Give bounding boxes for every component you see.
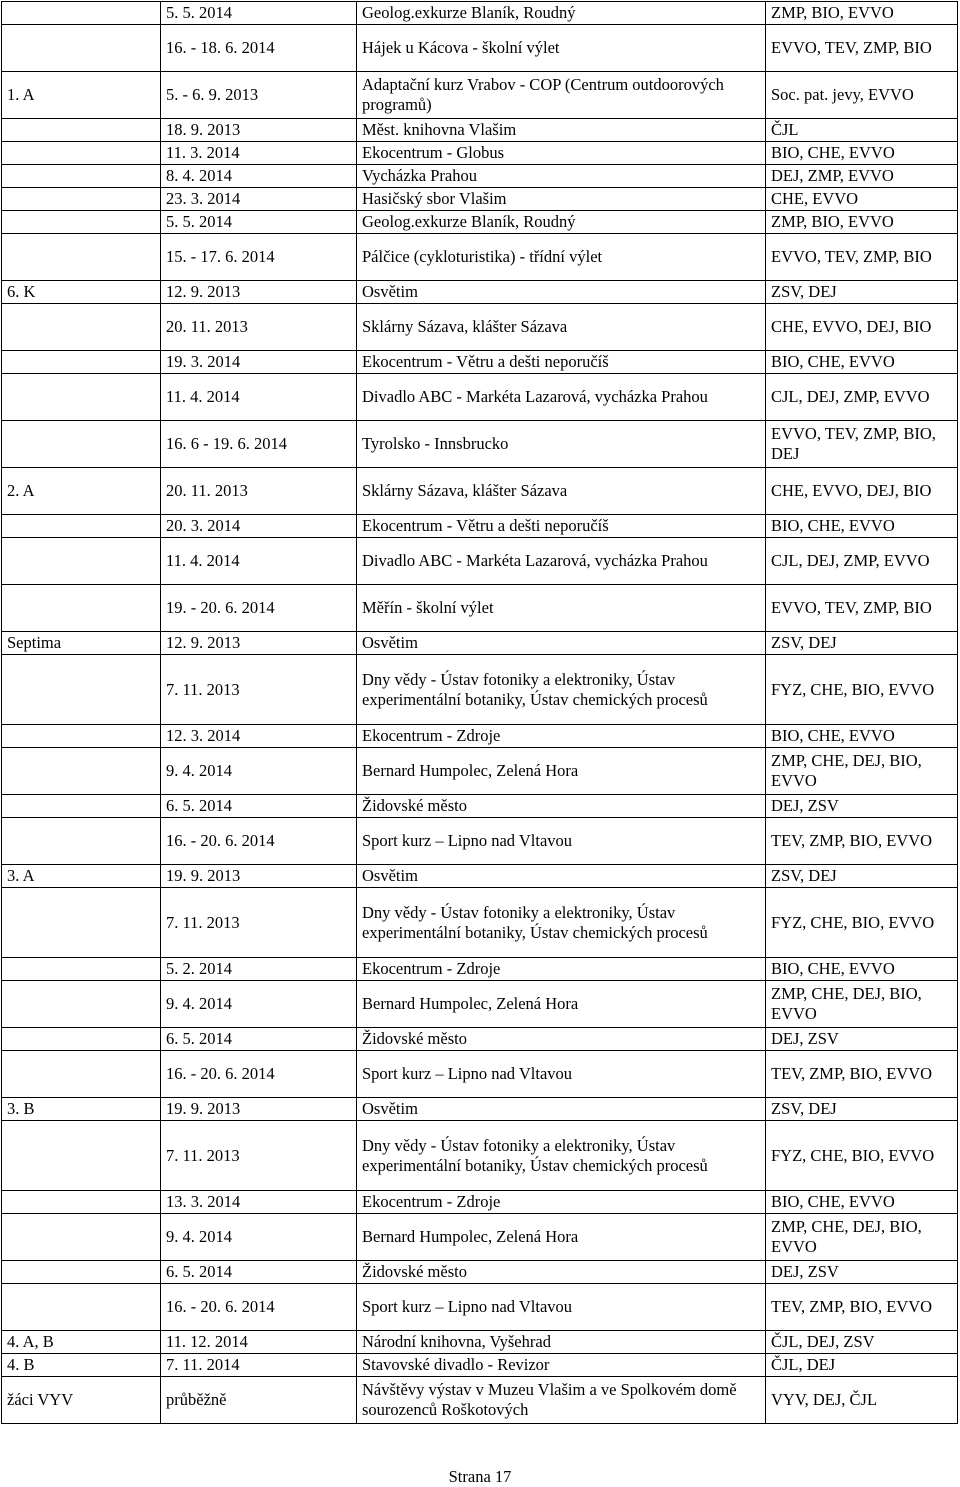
date-cell: 13. 3. 2014 bbox=[161, 1191, 357, 1214]
class-cell: 1. A bbox=[2, 72, 161, 119]
subjects-cell: FYZ, CHE, BIO, EVVO bbox=[766, 888, 958, 958]
subjects-cell: ČJL, DEJ, ZSV bbox=[766, 1331, 958, 1354]
event-cell: Tyrolsko - Innsbrucko bbox=[357, 421, 766, 468]
date-cell: 7. 11. 2014 bbox=[161, 1354, 357, 1377]
event-cell: Měřín - školní výlet bbox=[357, 585, 766, 632]
date-cell: 16. - 20. 6. 2014 bbox=[161, 1284, 357, 1331]
class-cell bbox=[2, 515, 161, 538]
date-cell: 16. - 20. 6. 2014 bbox=[161, 818, 357, 865]
date-cell: 12. 9. 2013 bbox=[161, 281, 357, 304]
subjects-cell: DEJ, ZMP, EVVO bbox=[766, 165, 958, 188]
class-cell bbox=[2, 351, 161, 374]
table-row bbox=[2, 1214, 958, 1261]
event-cell: Osvětim bbox=[357, 1098, 766, 1121]
date-cell: 19. 9. 2013 bbox=[161, 1098, 357, 1121]
class-cell bbox=[2, 538, 161, 585]
class-cell bbox=[2, 1051, 161, 1098]
class-cell bbox=[2, 25, 161, 72]
event-cell: Sport kurz – Lipno nad Vltavou bbox=[357, 1051, 766, 1098]
subjects-cell: BIO, CHE, EVVO bbox=[766, 515, 958, 538]
date-cell: 19. - 20. 6. 2014 bbox=[161, 585, 357, 632]
subjects-cell: DEJ, ZSV bbox=[766, 795, 958, 818]
subjects-cell: EVVO, TEV, ZMP, BIO, DEJ bbox=[766, 421, 958, 468]
table-row bbox=[2, 958, 958, 981]
subjects-cell: CJL, DEJ, ZMP, EVVO bbox=[766, 538, 958, 585]
table-row bbox=[2, 142, 958, 165]
date-cell: 16. - 18. 6. 2014 bbox=[161, 25, 357, 72]
subjects-cell: BIO, CHE, EVVO bbox=[766, 351, 958, 374]
table-row bbox=[2, 1191, 958, 1214]
date-cell: průběžně bbox=[161, 1377, 357, 1424]
date-cell: 11. 3. 2014 bbox=[161, 142, 357, 165]
table-row bbox=[2, 1051, 958, 1098]
date-cell: 12. 9. 2013 bbox=[161, 632, 357, 655]
table-row bbox=[2, 351, 958, 374]
event-cell: Ekocentrum - Zdroje bbox=[357, 958, 766, 981]
date-cell: 11. 12. 2014 bbox=[161, 1331, 357, 1354]
class-cell: žáci VYV bbox=[2, 1377, 161, 1424]
date-cell: 16. 6 - 19. 6. 2014 bbox=[161, 421, 357, 468]
event-cell: Bernard Humpolec, Zelená Hora bbox=[357, 748, 766, 795]
class-cell: 4. A, B bbox=[2, 1331, 161, 1354]
event-cell: Stavovské divadlo - Revizor bbox=[357, 1354, 766, 1377]
subjects-cell: CHE, EVVO bbox=[766, 188, 958, 211]
page-number: Strana 17 bbox=[448, 1467, 512, 1486]
table-row bbox=[2, 818, 958, 865]
table-row bbox=[2, 165, 958, 188]
event-cell: Bernard Humpolec, Zelená Hora bbox=[357, 1214, 766, 1261]
event-cell: Dny vědy - Ústav fotoniky a elektroniky, Ústav experimentální botaniky, Ústav chemických procesů bbox=[357, 1121, 766, 1191]
date-cell: 5. 2. 2014 bbox=[161, 958, 357, 981]
table-row bbox=[2, 888, 958, 958]
class-cell bbox=[2, 655, 161, 725]
class-cell: 3. A bbox=[2, 865, 161, 888]
table-row bbox=[2, 119, 958, 142]
event-cell: Sport kurz – Lipno nad Vltavou bbox=[357, 818, 766, 865]
event-cell: Bernard Humpolec, Zelená Hora bbox=[357, 981, 766, 1028]
date-cell: 12. 3. 2014 bbox=[161, 725, 357, 748]
class-cell bbox=[2, 1284, 161, 1331]
date-cell: 11. 4. 2014 bbox=[161, 538, 357, 585]
subjects-cell: BIO, CHE, EVVO bbox=[766, 725, 958, 748]
table-row bbox=[2, 981, 958, 1028]
table-row bbox=[2, 515, 958, 538]
date-cell: 23. 3. 2014 bbox=[161, 188, 357, 211]
excursions-table-body bbox=[2, 2, 958, 1424]
event-cell: Divadlo ABC - Markéta Lazarová, vycházka Prahou bbox=[357, 374, 766, 421]
table-row bbox=[2, 1354, 958, 1377]
event-cell: Židovské město bbox=[357, 795, 766, 818]
date-cell: 9. 4. 2014 bbox=[161, 981, 357, 1028]
event-cell: Sklárny Sázava, klášter Sázava bbox=[357, 468, 766, 515]
event-cell: Židovské město bbox=[357, 1261, 766, 1284]
subjects-cell: BIO, CHE, EVVO bbox=[766, 1191, 958, 1214]
excursions-table bbox=[1, 1, 958, 1424]
table-row bbox=[2, 304, 958, 351]
class-cell bbox=[2, 888, 161, 958]
subjects-cell: VYV, DEJ, ČJL bbox=[766, 1377, 958, 1424]
table-row bbox=[2, 1121, 958, 1191]
date-cell: 16. - 20. 6. 2014 bbox=[161, 1051, 357, 1098]
date-cell: 20. 11. 2013 bbox=[161, 468, 357, 515]
subjects-cell: FYZ, CHE, BIO, EVVO bbox=[766, 1121, 958, 1191]
subjects-cell: CJL, DEJ, ZMP, EVVO bbox=[766, 374, 958, 421]
class-cell bbox=[2, 211, 161, 234]
date-cell: 20. 3. 2014 bbox=[161, 515, 357, 538]
table-row bbox=[2, 1284, 958, 1331]
event-cell: Osvětim bbox=[357, 281, 766, 304]
event-cell: Ekocentrum - Větru a dešti neporučíš bbox=[357, 351, 766, 374]
date-cell: 11. 4. 2014 bbox=[161, 374, 357, 421]
subjects-cell: BIO, CHE, EVVO bbox=[766, 958, 958, 981]
subjects-cell: ZMP, BIO, EVVO bbox=[766, 211, 958, 234]
table-row bbox=[2, 538, 958, 585]
event-cell: Ekocentrum - Zdroje bbox=[357, 725, 766, 748]
subjects-cell: EVVO, TEV, ZMP, BIO bbox=[766, 234, 958, 281]
event-cell: Židovské město bbox=[357, 1028, 766, 1051]
class-cell bbox=[2, 1121, 161, 1191]
event-cell: Adaptační kurz Vrabov - COP (Centrum outdoorových programů) bbox=[357, 72, 766, 119]
table-row bbox=[2, 725, 958, 748]
class-cell: Septima bbox=[2, 632, 161, 655]
table-row bbox=[2, 281, 958, 304]
table-row bbox=[2, 468, 958, 515]
event-cell: Osvětim bbox=[357, 632, 766, 655]
subjects-cell: TEV, ZMP, BIO, EVVO bbox=[766, 1051, 958, 1098]
table-row bbox=[2, 1098, 958, 1121]
class-cell bbox=[2, 1028, 161, 1051]
class-cell bbox=[2, 795, 161, 818]
subjects-cell: ČJL, DEJ bbox=[766, 1354, 958, 1377]
class-cell bbox=[2, 188, 161, 211]
subjects-cell: ZSV, DEJ bbox=[766, 632, 958, 655]
event-cell: Osvětim bbox=[357, 865, 766, 888]
class-cell bbox=[2, 958, 161, 981]
date-cell: 19. 9. 2013 bbox=[161, 865, 357, 888]
table-row bbox=[2, 795, 958, 818]
table-row bbox=[2, 1261, 958, 1284]
subjects-cell: DEJ, ZSV bbox=[766, 1028, 958, 1051]
subjects-cell: ZMP, BIO, EVVO bbox=[766, 2, 958, 25]
subjects-cell: EVVO, TEV, ZMP, BIO bbox=[766, 585, 958, 632]
date-cell: 6. 5. 2014 bbox=[161, 1261, 357, 1284]
class-cell bbox=[2, 421, 161, 468]
event-cell: Geolog.exkurze Blaník, Roudný bbox=[357, 2, 766, 25]
table-row bbox=[2, 211, 958, 234]
class-cell bbox=[2, 981, 161, 1028]
date-cell: 6. 5. 2014 bbox=[161, 1028, 357, 1051]
class-cell: 6. K bbox=[2, 281, 161, 304]
date-cell: 6. 5. 2014 bbox=[161, 795, 357, 818]
table-row bbox=[2, 865, 958, 888]
subjects-cell: ZMP, CHE, DEJ, BIO, EVVO bbox=[766, 1214, 958, 1261]
event-cell: Dny vědy - Ústav fotoniky a elektroniky, Ústav experimentální botaniky, Ústav chemických procesů bbox=[357, 655, 766, 725]
table-row bbox=[2, 188, 958, 211]
event-cell: Dny vědy - Ústav fotoniky a elektroniky, Ústav experimentální botaniky, Ústav chemických procesů bbox=[357, 888, 766, 958]
subjects-cell: CHE, EVVO, DEJ, BIO bbox=[766, 304, 958, 351]
class-cell bbox=[2, 142, 161, 165]
class-cell bbox=[2, 725, 161, 748]
event-cell: Ekocentrum - Větru a dešti neporučíš bbox=[357, 515, 766, 538]
subjects-cell: CHE, EVVO, DEJ, BIO bbox=[766, 468, 958, 515]
table-row bbox=[2, 421, 958, 468]
class-cell: 2. A bbox=[2, 468, 161, 515]
class-cell bbox=[2, 1214, 161, 1261]
table-row bbox=[2, 1377, 958, 1424]
subjects-cell: ZMP, CHE, DEJ, BIO, EVVO bbox=[766, 748, 958, 795]
table-row bbox=[2, 655, 958, 725]
class-cell: 3. B bbox=[2, 1098, 161, 1121]
class-cell bbox=[2, 585, 161, 632]
subjects-cell: ZSV, DEJ bbox=[766, 281, 958, 304]
event-cell: Hájek u Kácova - školní výlet bbox=[357, 25, 766, 72]
date-cell: 9. 4. 2014 bbox=[161, 748, 357, 795]
class-cell bbox=[2, 748, 161, 795]
date-cell: 7. 11. 2013 bbox=[161, 1121, 357, 1191]
class-cell bbox=[2, 304, 161, 351]
table-row bbox=[2, 2, 958, 25]
subjects-cell: TEV, ZMP, BIO, EVVO bbox=[766, 1284, 958, 1331]
event-cell: Hasičský sbor Vlašim bbox=[357, 188, 766, 211]
date-cell: 7. 11. 2013 bbox=[161, 655, 357, 725]
subjects-cell: Soc. pat. jevy, EVVO bbox=[766, 72, 958, 119]
subjects-cell: DEJ, ZSV bbox=[766, 1261, 958, 1284]
date-cell: 5. 5. 2014 bbox=[161, 211, 357, 234]
event-cell: Divadlo ABC - Markéta Lazarová, vycházka Prahou bbox=[357, 538, 766, 585]
class-cell bbox=[2, 1261, 161, 1284]
event-cell: Geolog.exkurze Blaník, Roudný bbox=[357, 211, 766, 234]
class-cell: 4. B bbox=[2, 1354, 161, 1377]
table-row bbox=[2, 25, 958, 72]
event-cell: Vycházka Prahou bbox=[357, 165, 766, 188]
table-row bbox=[2, 1331, 958, 1354]
event-cell: Pálčice (cykloturistika) - třídní výlet bbox=[357, 234, 766, 281]
event-cell: Sport kurz – Lipno nad Vltavou bbox=[357, 1284, 766, 1331]
class-cell bbox=[2, 2, 161, 25]
subjects-cell: ZSV, DEJ bbox=[766, 1098, 958, 1121]
date-cell: 20. 11. 2013 bbox=[161, 304, 357, 351]
date-cell: 18. 9. 2013 bbox=[161, 119, 357, 142]
subjects-cell: TEV, ZMP, BIO, EVVO bbox=[766, 818, 958, 865]
event-cell: Sklárny Sázava, klášter Sázava bbox=[357, 304, 766, 351]
table-row bbox=[2, 234, 958, 281]
event-cell: Ekocentrum - Globus bbox=[357, 142, 766, 165]
table-row bbox=[2, 72, 958, 119]
class-cell bbox=[2, 374, 161, 421]
date-cell: 9. 4. 2014 bbox=[161, 1214, 357, 1261]
event-cell: Ekocentrum - Zdroje bbox=[357, 1191, 766, 1214]
class-cell bbox=[2, 818, 161, 865]
event-cell: Návštěvy výstav v Muzeu Vlašim a ve Spolkovém domě sourozenců Roškotových bbox=[357, 1377, 766, 1424]
subjects-cell: ZMP, CHE, DEJ, BIO, EVVO bbox=[766, 981, 958, 1028]
date-cell: 7. 11. 2013 bbox=[161, 888, 357, 958]
event-cell: Měst. knihovna Vlašim bbox=[357, 119, 766, 142]
date-cell: 8. 4. 2014 bbox=[161, 165, 357, 188]
date-cell: 19. 3. 2014 bbox=[161, 351, 357, 374]
date-cell: 5. 5. 2014 bbox=[161, 2, 357, 25]
class-cell bbox=[2, 119, 161, 142]
table-row bbox=[2, 374, 958, 421]
table-row bbox=[2, 585, 958, 632]
subjects-cell: BIO, CHE, EVVO bbox=[766, 142, 958, 165]
table-row bbox=[2, 748, 958, 795]
subjects-cell: FYZ, CHE, BIO, EVVO bbox=[766, 655, 958, 725]
subjects-cell: ZSV, DEJ bbox=[766, 865, 958, 888]
table-row bbox=[2, 1028, 958, 1051]
class-cell bbox=[2, 1191, 161, 1214]
class-cell bbox=[2, 165, 161, 188]
subjects-cell: EVVO, TEV, ZMP, BIO bbox=[766, 25, 958, 72]
date-cell: 15. - 17. 6. 2014 bbox=[161, 234, 357, 281]
subjects-cell: ČJL bbox=[766, 119, 958, 142]
class-cell bbox=[2, 234, 161, 281]
table-row bbox=[2, 632, 958, 655]
date-cell: 5. - 6. 9. 2013 bbox=[161, 72, 357, 119]
event-cell: Národní knihovna, Vyšehrad bbox=[357, 1331, 766, 1354]
